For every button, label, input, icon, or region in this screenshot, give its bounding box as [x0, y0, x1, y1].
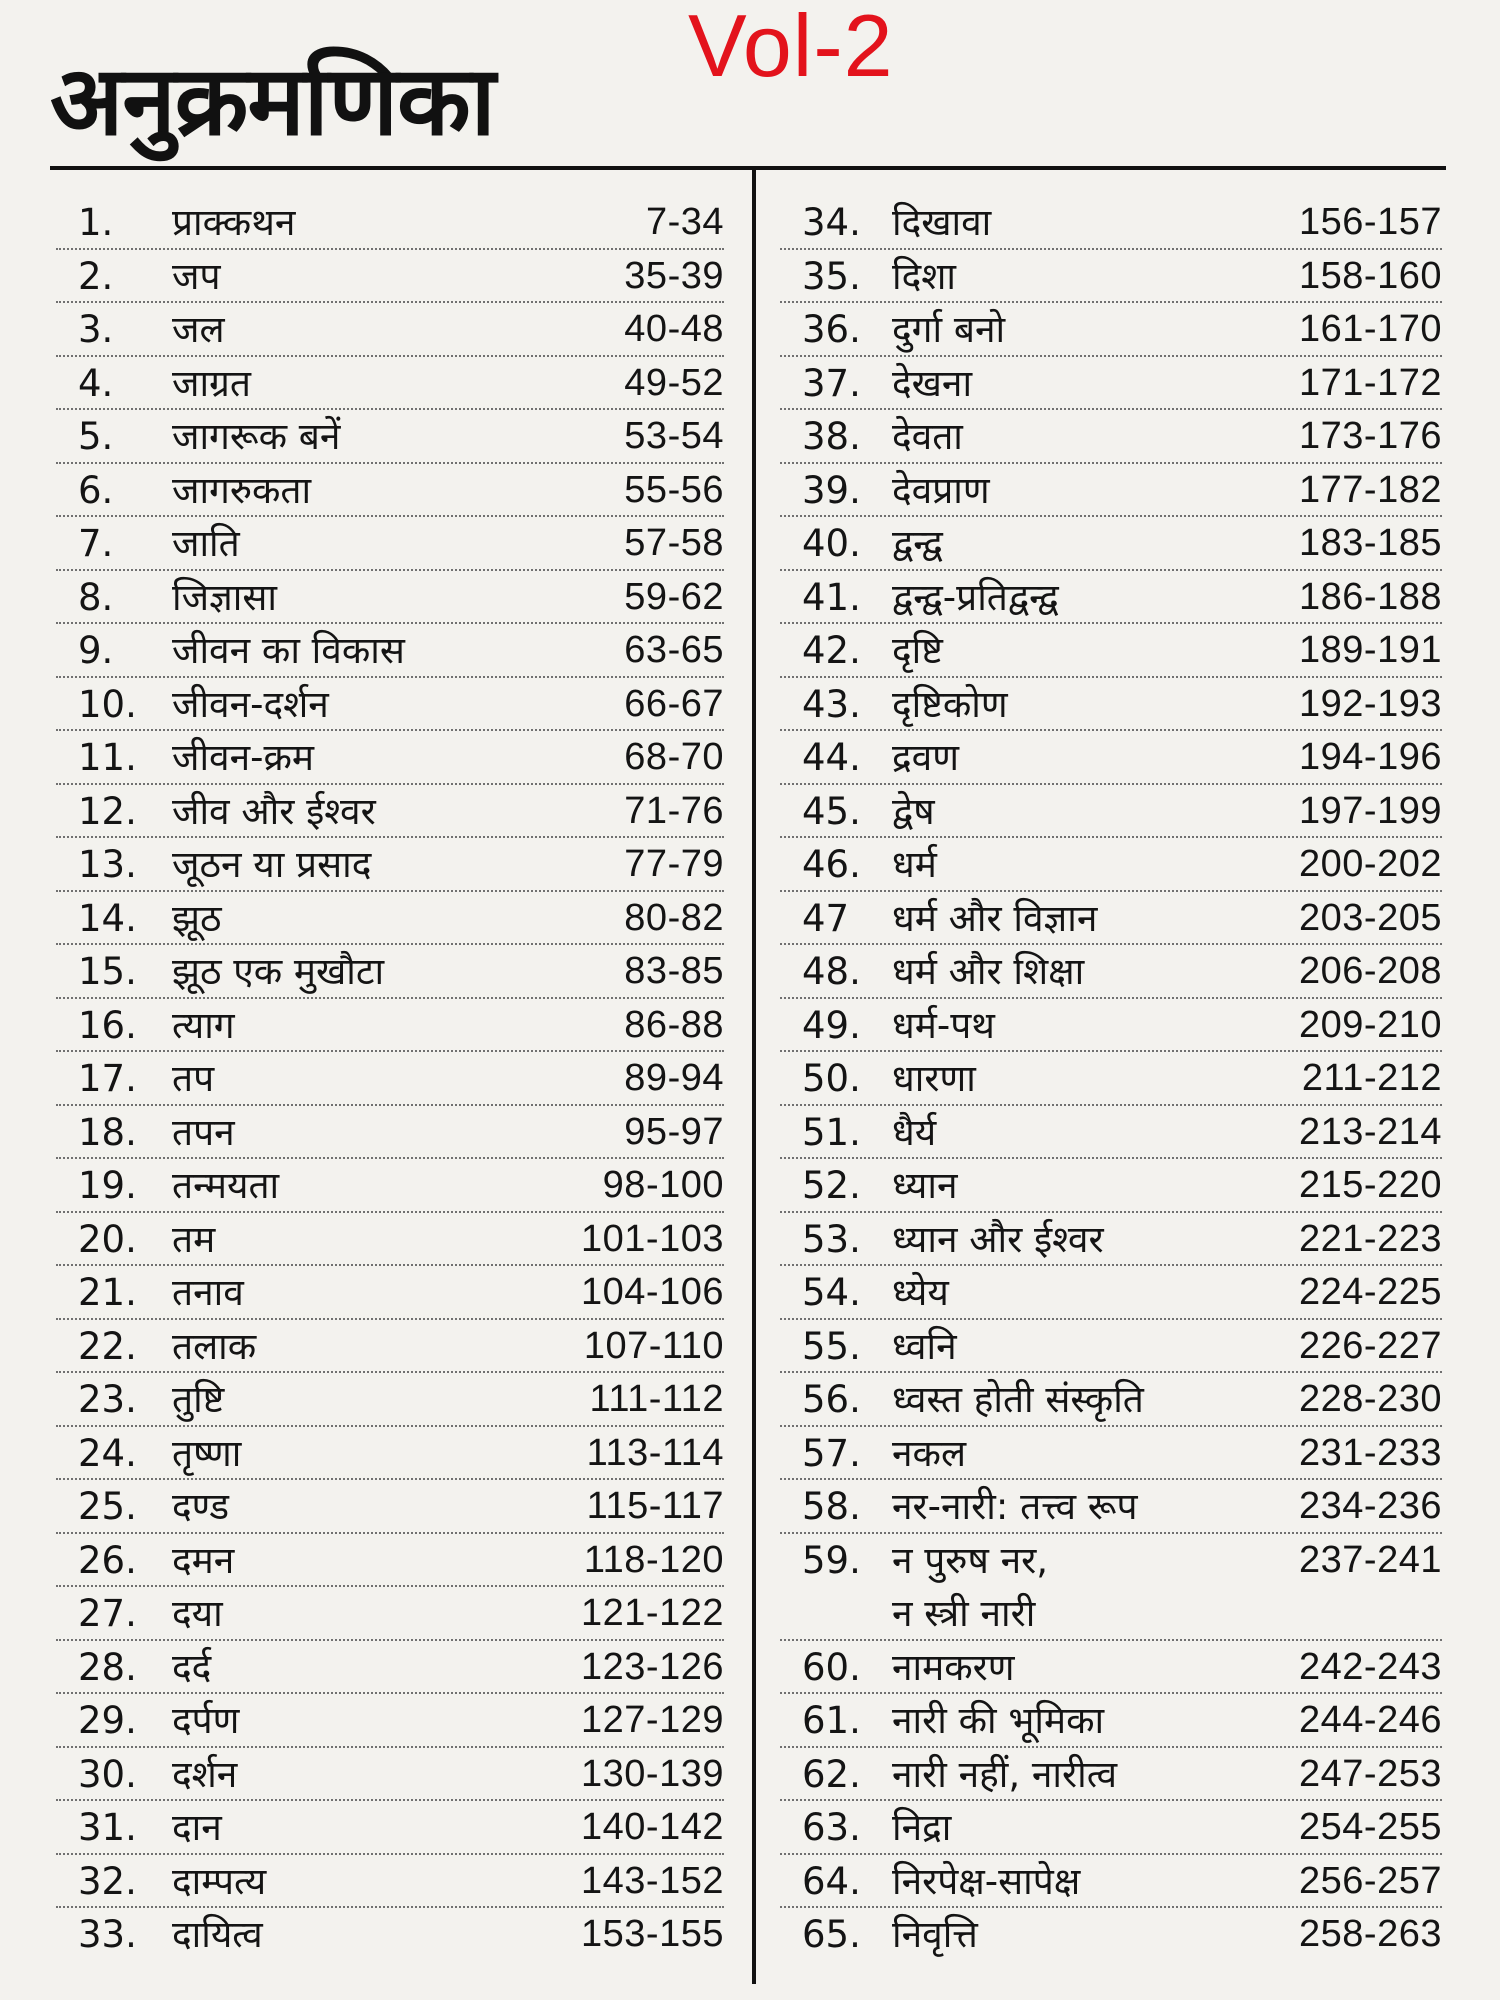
entry-number: 56. [802, 1378, 861, 1421]
entry-pages: 256-257 [1299, 1859, 1442, 1902]
entry-number: 38. [802, 415, 861, 458]
entry-number: 32. [78, 1859, 137, 1903]
entry-number: 28. [78, 1645, 137, 1689]
toc-entry [780, 1534, 1442, 1641]
entry-pages: 254-255 [1299, 1806, 1442, 1848]
entry-pages: 194-196 [1299, 736, 1442, 778]
entry-number: 61. [802, 1699, 861, 1742]
toc-entry [56, 410, 724, 464]
toc-entry [56, 250, 724, 304]
toc-entry [56, 1159, 724, 1213]
entry-title: झूठ [172, 896, 222, 940]
entry-title: झूठ एक मुखौटा [172, 950, 385, 993]
toc-entry [56, 196, 724, 250]
toc-entry [56, 785, 724, 839]
entry-pages: 53-54 [624, 415, 724, 457]
entry-number: 1. [78, 201, 114, 244]
entry-number: 34. [802, 201, 861, 244]
entry-pages: 244-246 [1299, 1699, 1442, 1741]
entry-number: 47 [802, 896, 850, 940]
toc-entry [780, 624, 1442, 678]
entry-pages: 118-120 [583, 1538, 724, 1581]
entry-pages: 177-182 [1299, 468, 1442, 511]
entry-title: दायित्व [172, 1913, 263, 1956]
entry-pages: 173-176 [1299, 415, 1442, 457]
toc-entry [56, 1534, 724, 1588]
entry-pages: 49-52 [624, 361, 724, 404]
entry-pages: 242-243 [1299, 1645, 1442, 1688]
entry-pages: 59-62 [624, 575, 724, 618]
volume-label: Vol-2 [688, 0, 894, 95]
entry-pages: 104-106 [581, 1271, 724, 1313]
entry-number: 52. [802, 1164, 861, 1207]
entry-number: 55. [802, 1324, 861, 1368]
entry-number: 23. [78, 1378, 137, 1421]
entry-title: प्राक्कथन [172, 201, 296, 244]
entry-pages: 189-191 [1299, 629, 1442, 671]
entry-number: 2. [78, 254, 114, 298]
entry-number: 44. [802, 736, 861, 779]
toc-entry [780, 1427, 1442, 1481]
entry-pages: 183-185 [1299, 522, 1442, 564]
header-rule [50, 166, 1446, 170]
entry-number: 58. [802, 1485, 861, 1528]
toc-entry [56, 1427, 724, 1481]
entry-pages: 221-223 [1299, 1217, 1442, 1260]
entry-number: 27. [78, 1592, 137, 1635]
entry-title: धारणा [892, 1057, 976, 1100]
entry-title: धर्म-पथ [892, 1003, 995, 1047]
entry-number: 54. [802, 1271, 861, 1314]
toc-entry [780, 1213, 1442, 1267]
toc-entry [56, 303, 724, 357]
entry-title: जीवन-दर्शन [172, 682, 329, 726]
entry-title: जिज्ञासा [172, 575, 277, 619]
entry-pages: 247-253 [1299, 1752, 1442, 1795]
entry-pages: 206-208 [1299, 950, 1442, 992]
toc-entry [56, 1266, 724, 1320]
entry-pages: 215-220 [1299, 1164, 1442, 1206]
entry-number: 30. [78, 1752, 137, 1796]
entry-number: 12. [78, 789, 137, 833]
toc-entry [780, 1480, 1442, 1534]
toc-entry [780, 1694, 1442, 1748]
entry-number: 35. [802, 254, 861, 298]
entry-title: नकल [892, 1431, 967, 1475]
entry-title: दण्ड [172, 1485, 230, 1528]
entry-number: 11. [78, 736, 137, 779]
toc-entry [780, 838, 1442, 892]
toc-entry [780, 678, 1442, 732]
entry-title: तुष्टि [172, 1378, 225, 1421]
entry-number: 57. [802, 1431, 861, 1475]
entry-title: ध्येय [892, 1271, 949, 1314]
page-title: अनुक्रमणिका [50, 45, 495, 157]
toc-entry [780, 1748, 1442, 1802]
entry-title: जीवन का विकास [172, 629, 405, 672]
entry-pages: 156-157 [1299, 201, 1442, 243]
toc-entry [56, 678, 724, 732]
entry-number: 25. [78, 1485, 137, 1528]
entry-number: 42. [802, 629, 861, 672]
entry-number: 17. [78, 1057, 137, 1100]
entry-title: देवप्राण [892, 468, 990, 512]
entry-number: 7. [78, 522, 114, 565]
entry-pages: 228-230 [1299, 1378, 1442, 1420]
toc-entry [780, 250, 1442, 304]
entry-title: ध्यान [892, 1164, 958, 1207]
entry-pages: 57-58 [624, 522, 724, 564]
entry-title: धर्म और शिक्षा [892, 950, 1085, 993]
entry-pages: 35-39 [624, 254, 724, 297]
toc-entry [780, 464, 1442, 518]
entry-pages: 55-56 [624, 468, 724, 511]
entry-title: दाम्पत्य [172, 1859, 267, 1903]
entry-number: 53. [802, 1217, 861, 1261]
toc-entry [56, 357, 724, 411]
entry-pages: 115-117 [586, 1485, 724, 1527]
entry-number: 5. [78, 415, 114, 458]
entry-title: जाति [172, 522, 240, 565]
entry-pages: 258-263 [1299, 1913, 1442, 1955]
entry-pages: 101-103 [581, 1217, 724, 1260]
toc-entry [780, 1641, 1442, 1695]
entry-title: त्याग [172, 1003, 235, 1047]
toc-entry [780, 999, 1442, 1053]
entry-title: दिशा [892, 254, 956, 298]
toc-entry [780, 731, 1442, 785]
entry-title: ध्वनि [892, 1324, 957, 1368]
entry-title: दिखावा [892, 201, 992, 244]
entry-title: दुर्गा बनो [892, 308, 1006, 351]
entry-title: तलाक [172, 1324, 257, 1368]
entry-title: तम [172, 1217, 216, 1261]
entry-number: 46. [802, 843, 861, 886]
toc-entry [780, 1855, 1442, 1909]
entry-number: 22. [78, 1324, 137, 1368]
toc-entry [780, 517, 1442, 571]
entry-pages: 86-88 [624, 1003, 724, 1046]
entry-number: 49. [802, 1003, 861, 1047]
toc-entry [56, 999, 724, 1053]
toc-entry [56, 945, 724, 999]
entry-number: 9. [78, 629, 114, 672]
entry-number: 3. [78, 308, 114, 351]
entry-pages: 209-210 [1299, 1003, 1442, 1046]
entry-pages: 234-236 [1299, 1485, 1442, 1527]
entry-pages: 80-82 [624, 896, 724, 939]
column-divider [752, 166, 756, 1984]
entry-title: दर्द [172, 1645, 212, 1689]
entry-title: दया [172, 1592, 223, 1635]
entry-pages: 200-202 [1299, 843, 1442, 885]
entry-number: 16. [78, 1003, 137, 1047]
entry-title: द्वन्द्व-प्रतिद्वन्द्व [892, 575, 1059, 619]
entry-title: जीवन-क्रम [172, 736, 315, 779]
entry-title: जूठन या प्रसाद [172, 843, 372, 886]
entry-number: 10. [78, 682, 137, 726]
toc-entry [56, 1748, 724, 1802]
entry-pages: 66-67 [624, 682, 724, 725]
toc-entry [56, 1106, 724, 1160]
entry-number: 62. [802, 1752, 861, 1796]
toc-entry [780, 1159, 1442, 1213]
toc-entry [56, 1855, 724, 1909]
entry-number: 13. [78, 843, 137, 886]
toc-entry [56, 464, 724, 518]
entry-number: 4. [78, 361, 114, 405]
entry-title: जल [172, 308, 225, 351]
entry-pages: 89-94 [624, 1057, 724, 1099]
entry-pages: 130-139 [581, 1752, 724, 1795]
entry-number: 39. [802, 468, 861, 512]
entry-pages: 71-76 [624, 789, 724, 832]
left-column [56, 196, 724, 1962]
entry-title: दृष्टिकोण [892, 682, 1008, 726]
toc-entry [780, 410, 1442, 464]
entry-pages: 98-100 [602, 1164, 724, 1206]
entry-title: जागरुकता [172, 468, 312, 512]
entry-number: 21. [78, 1271, 137, 1314]
toc-entry [780, 1373, 1442, 1427]
toc-entry [780, 196, 1442, 250]
entry-title: तप [172, 1057, 215, 1100]
entry-pages: 211-212 [1301, 1057, 1442, 1099]
toc-entry [56, 1908, 724, 1962]
entry-number: 41. [802, 575, 861, 619]
toc-entry [780, 303, 1442, 357]
entry-pages: 153-155 [581, 1913, 724, 1955]
entry-title: दृष्टि [892, 629, 943, 672]
entry-number: 8. [78, 575, 114, 619]
entry-title: नर-नारी: तत्त्व रूप [892, 1485, 1138, 1528]
toc-entry [56, 892, 724, 946]
entry-number: 33. [78, 1913, 137, 1956]
toc-entry [780, 571, 1442, 625]
entry-pages: 213-214 [1299, 1110, 1442, 1153]
entry-title: निवृत्ति [892, 1913, 978, 1956]
entry-number: 31. [78, 1806, 137, 1849]
toc-entry [56, 1587, 724, 1641]
entry-title: धर्म और विज्ञान [892, 896, 1098, 940]
entry-pages: 224-225 [1299, 1271, 1442, 1313]
entry-number: 19. [78, 1164, 137, 1207]
entry-title-line2: न स्त्री नारी [892, 1592, 1036, 1635]
entry-title: जाग्रत [172, 361, 251, 405]
entry-title: देखना [892, 361, 973, 405]
entry-pages: 197-199 [1299, 789, 1442, 832]
toc-entry [56, 731, 724, 785]
entry-title: तनाव [172, 1271, 244, 1314]
entry-pages: 203-205 [1299, 896, 1442, 939]
entry-number: 65. [802, 1913, 861, 1956]
entry-title: तपन [172, 1110, 235, 1154]
toc-entry [56, 1052, 724, 1106]
entry-pages: 231-233 [1299, 1431, 1442, 1474]
entry-title: ध्यान और ईश्वर [892, 1217, 1104, 1261]
entry-number: 37. [802, 361, 861, 405]
entry-title: निद्रा [892, 1806, 952, 1849]
entry-pages: 7-34 [645, 201, 724, 243]
entry-pages: 171-172 [1299, 361, 1442, 404]
entry-pages: 111-112 [589, 1378, 724, 1420]
toc-entry [780, 785, 1442, 839]
entry-pages: 127-129 [581, 1699, 724, 1741]
entry-pages: 40-48 [624, 308, 724, 350]
right-column [780, 196, 1442, 1962]
toc-entry [780, 892, 1442, 946]
entry-pages: 113-114 [586, 1431, 724, 1474]
entry-number: 43. [802, 682, 861, 726]
entry-pages: 140-142 [581, 1806, 724, 1848]
entry-number: 24. [78, 1431, 137, 1475]
entry-number: 26. [78, 1538, 137, 1582]
entry-pages: 143-152 [581, 1859, 724, 1902]
toc-entry [780, 1106, 1442, 1160]
toc-entry [56, 1480, 724, 1534]
toc-entry [56, 1641, 724, 1695]
entry-title: द्वन्द्व [892, 522, 943, 565]
toc-entry [56, 624, 724, 678]
entry-pages: 107-110 [583, 1324, 724, 1367]
entry-title: द्रवण [892, 736, 959, 779]
entry-number: 63. [802, 1806, 861, 1849]
toc-entry [780, 357, 1442, 411]
entry-number: 29. [78, 1699, 137, 1742]
toc-entry [56, 1694, 724, 1748]
entry-pages: 68-70 [624, 736, 724, 778]
entry-number: 18. [78, 1110, 137, 1154]
entry-pages: 95-97 [624, 1110, 724, 1153]
entry-number: 50. [802, 1057, 861, 1100]
entry-number: 59. [802, 1538, 861, 1582]
entry-title: न पुरुष नर, [892, 1538, 1049, 1582]
entry-number: 40. [802, 522, 861, 565]
entry-title: निरपेक्ष-सापेक्ष [892, 1859, 1081, 1903]
entry-title: दमन [172, 1538, 235, 1582]
entry-title: धैर्य [892, 1110, 937, 1154]
entry-number: 48. [802, 950, 861, 993]
toc-entry [780, 1320, 1442, 1374]
entry-title: नामकरण [892, 1645, 1015, 1689]
entry-title: दर्शन [172, 1752, 238, 1796]
entry-number: 60. [802, 1645, 861, 1689]
entry-pages: 158-160 [1299, 254, 1442, 297]
entry-number: 36. [802, 308, 861, 351]
entry-pages: 63-65 [624, 629, 724, 671]
entry-title: दर्पण [172, 1699, 240, 1742]
entry-title: जीव और ईश्वर [172, 789, 376, 833]
entry-pages: 77-79 [624, 843, 724, 885]
toc-entry [56, 571, 724, 625]
entry-title: नारी की भूमिका [892, 1699, 1105, 1742]
toc-entry [56, 517, 724, 571]
entry-number: 20. [78, 1217, 137, 1261]
entry-title: तृष्णा [172, 1431, 242, 1475]
entry-number: 6. [78, 468, 114, 512]
entry-pages: 83-85 [624, 950, 724, 992]
entry-title: देवता [892, 415, 963, 458]
toc-entry [56, 1373, 724, 1427]
entry-title: नारी नहीं, नारीत्व [892, 1752, 1118, 1796]
entry-title: तन्मयता [172, 1164, 280, 1207]
entry-title: जागरूक बनें [172, 415, 341, 458]
toc-entry [56, 1213, 724, 1267]
entry-number: 14. [78, 896, 137, 940]
entry-number: 45. [802, 789, 861, 833]
entry-number: 15. [78, 950, 137, 993]
entry-pages: 186-188 [1299, 575, 1442, 618]
entry-pages: 121-122 [581, 1592, 724, 1634]
entry-title: द्वेष [892, 789, 935, 833]
entry-number: 64. [802, 1859, 861, 1903]
toc-entry [780, 1266, 1442, 1320]
entry-title: जप [172, 254, 221, 298]
entry-pages: 123-126 [581, 1645, 724, 1688]
entry-pages: 192-193 [1299, 682, 1442, 725]
toc-entry [56, 838, 724, 892]
entry-title: ध्वस्त होती संस्कृति [892, 1378, 1144, 1421]
entry-pages: 237-241 [1299, 1538, 1442, 1581]
entry-title: दान [172, 1806, 222, 1849]
entry-pages: 226-227 [1299, 1324, 1442, 1367]
toc-entry [780, 1801, 1442, 1855]
toc-entry [780, 1052, 1442, 1106]
entry-title: धर्म [892, 843, 937, 886]
toc-entry [56, 1320, 724, 1374]
toc-entry [780, 945, 1442, 999]
entry-number: 51. [802, 1110, 861, 1154]
entry-pages: 161-170 [1299, 308, 1442, 350]
toc-entry [780, 1908, 1442, 1962]
toc-entry [56, 1801, 724, 1855]
